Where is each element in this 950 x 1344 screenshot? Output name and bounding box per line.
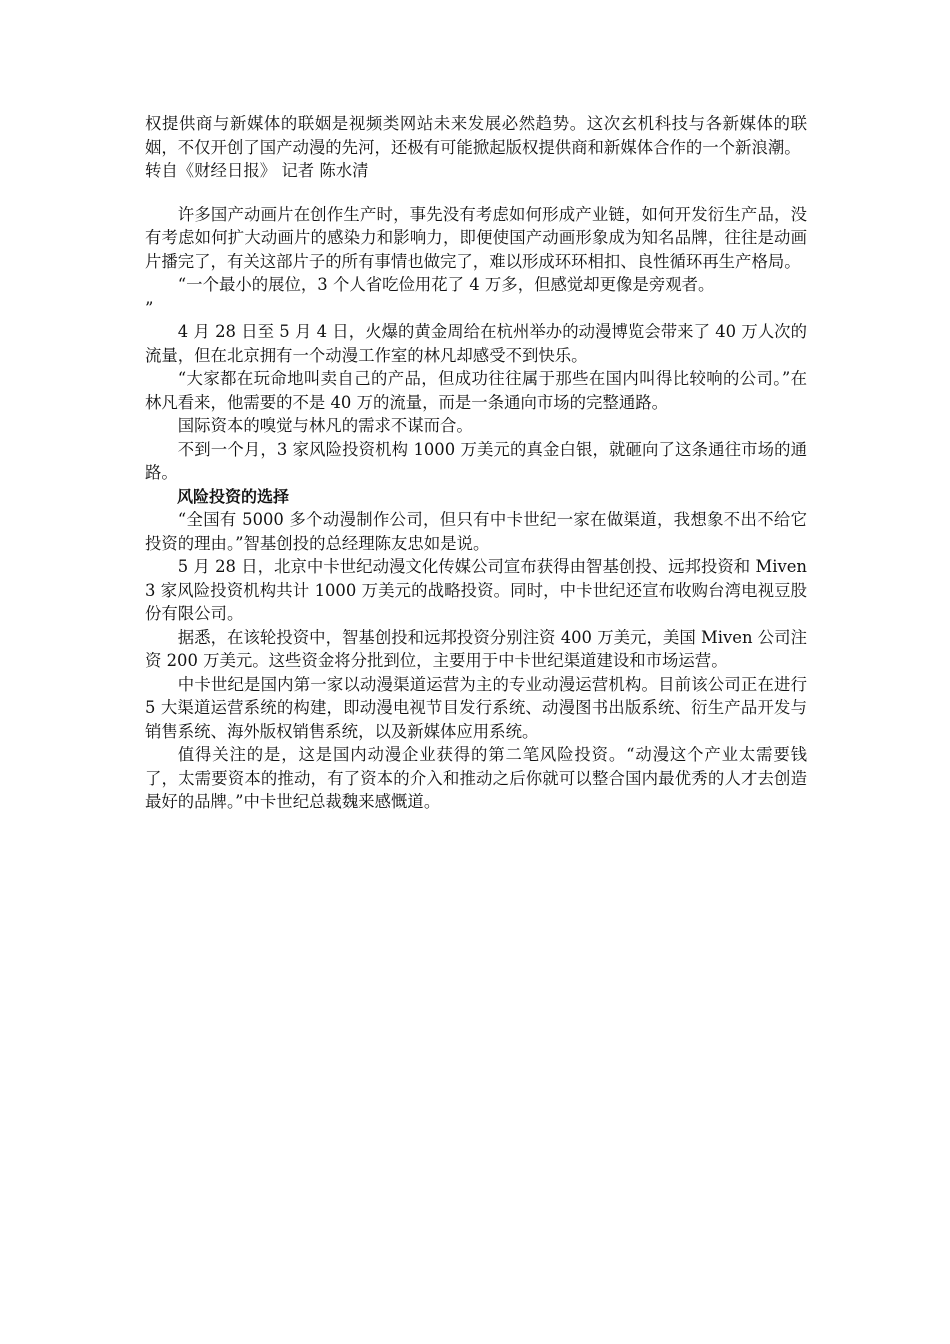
section-heading: 风险投资的选择 [177, 486, 290, 506]
paragraph-7: “全国有 5000 多个动漫制作公司，但只有中卡世纪一家在做渠道，我想象不出不给它投资的理由。”智基创投的总经理陈友忠如是说。 [145, 510, 807, 553]
source-line: 转自《财经日报》 记者 陈水清 [145, 161, 369, 180]
paragraph-4: “大家都在玩命地叫卖自己的产品，但成功往往属于那些在国内叫得比较响的公司。”在林凡看来，他需要的不是 40 万的流量，而是一条通向市场的完整通路。 [145, 369, 807, 412]
paragraph-10: 中卡世纪是国内第一家以动漫渠道运营为主的专业动漫运营机构。目前该公司正在进行 5 大渠道运营系统的构建，即动漫电视节目发行系统、动漫图书出版系统、衍生产品开发与销售系统、海外版权销售系统，以及新媒体应用系统。 [145, 674, 807, 741]
paragraph-5: 国际资本的嗅觉与林凡的需求不谋而合。 [177, 416, 473, 435]
document-page [145, 112, 807, 814]
intro-paragraph: 权提供商与新媒体的联姻是视频类网站未来发展必然趋势。这次玄机科技与各新媒体的联姻，不仅开创了国产动漫的先河，还极有可能掀起版权提供商和新媒体合作的一个新浪潮。 [145, 114, 807, 157]
quote-text: “一个最小的展位，3 个人省吃俭用花了 4 万多，但感觉却更像是旁观者。 [177, 275, 715, 294]
paragraph-3: 4 月 28 日至 5 月 4 日，火爆的黄金周给在杭州举办的动漫博览会带来了 40 万人次的流量，但在北京拥有一个动漫工作室的林凡却感受不到快乐。 [145, 322, 807, 365]
paragraph-8: 5 月 28 日，北京中卡世纪动漫文化传媒公司宣布获得由智基创投、远邦投资和 Miven 3 家风险投资机构共计 1000 万美元的战略投资。同时，中卡世纪还宣布收购台湾电视豆股份有限公司。 [145, 557, 807, 623]
paragraph-1: 许多国产动画片在创作生产时，事先没有考虑如何形成产业链，如何开发衍生产品，没有考虑如何扩大动画片的感染力和影响力，即便使国产动画形象成为知名品牌，往往是动画片播完了，有关这部片子的所有事情也做完了，难以形成环环相扣、良性循环再生产格局。 [145, 204, 807, 271]
paragraph-11: 值得关注的是，这是国内动漫企业获得的第二笔风险投资。“动漫这个产业太需要钱了，太需要资本的推动，有了资本的介入和推动之后你就可以整合国内最优秀的人才去创造最好的品牌。”中卡世纪总裁魏来感慨道。 [145, 745, 807, 811]
paragraph-9: 据悉，在该轮投资中，智基创投和远邦投资分别注资 400 万美元，美国 Miven 公司注资 200 万美元。这些资金将分批到位，主要用于中卡世纪渠道建设和市场运营。 [145, 627, 807, 670]
quote-closing-mark: ” [145, 298, 154, 318]
paragraph-6: 不到一个月，3 家风险投资机构 1000 万美元的真金白银，就砸向了这条通往市场的通路。 [145, 439, 807, 482]
paragraph-quote [145, 273, 807, 320]
